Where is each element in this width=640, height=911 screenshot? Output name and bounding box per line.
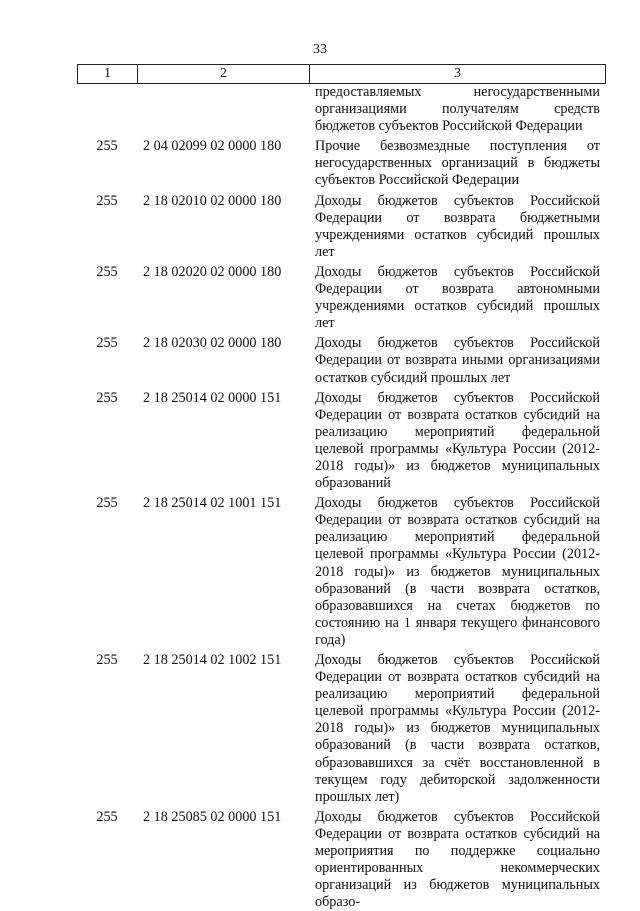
income-code: 2 18 25014 02 1001 151 (143, 495, 282, 512)
income-code: 2 18 25085 02 0000 151 (143, 808, 282, 825)
income-description: Доходы бюджетов субъектов Российской Федерации от возврата остатков субсидий на мероприятия по поддержке социально ориентированных некоммерческих организаций из бюджетов муниципальных образо- (315, 808, 600, 911)
income-description: Доходы бюджетов субъектов Российской Федерации от возврата остатков субсидий на реализацию мероприятий федеральной целевой программы «Культура России (2012-2018 годы)» из бюджетов муниципальных образований (315, 389, 600, 492)
income-description: Доходы бюджетов субъектов Российской Федерации от возврата остатков субсидий на реализацию мероприятий федеральной целевой программы «Культура России (2012-2018 годы)» из бюджетов муниципальных образований (в части возврата остатков, образовавшихся за счёт восстановленной в текущем году дебиторской задолженности прошлых лет) (315, 652, 600, 805)
income-description: Доходы бюджетов субъектов Российской Федерации от возврата остатков субсидий на реализацию мероприятий федеральной целевой программы «Культура России (2012-2018 годы)» из бюджетов муниципальных образований (в части возврата остатков, образовавшихся на счетах бюджетов по состоянию на 1 января текущего финансового года) (315, 495, 600, 648)
income-code: 2 18 25014 02 1002 151 (143, 652, 282, 668)
income-code: 2 18 25014 02 0000 151 (143, 389, 282, 406)
header-col-3: 3 (454, 66, 461, 81)
income-description: Доходы бюджетов субъектов Российской Федерации от возврата иными организациями остатков субсидий прошлых лет (315, 335, 600, 386)
table-row (77, 809, 606, 911)
table-row (77, 495, 606, 649)
admin-code: 255 (96, 138, 118, 155)
income-code: 2 18 02010 02 0000 180 (143, 192, 282, 209)
header-col-1: 1 (78, 65, 138, 83)
income-code (137, 84, 309, 135)
table-body (77, 84, 606, 911)
header-col-2: 2 (138, 65, 310, 83)
income-description: Доходы бюджетов субъектов Российской Федерации от возврата бюджетными учреждениями остатков субсидий прошлых лет (315, 192, 600, 260)
admin-code (77, 84, 137, 135)
admin-code: 255 (96, 389, 118, 406)
income-code: 2 18 02030 02 0000 180 (143, 335, 282, 352)
admin-code: 255 (96, 263, 118, 280)
income-description: предоставляемых негосударственными организациями получателям средств бюджетов субъектов Российской Федерации (315, 84, 600, 135)
admin-code: 255 (96, 495, 118, 512)
admin-code: 255 (96, 335, 118, 352)
table-row (77, 138, 606, 189)
table-row (77, 652, 606, 806)
income-description: Прочие безвозмездные поступления от негосударственных организаций в бюджеты субъектов Российской Федерации (315, 138, 600, 189)
income-code: 2 18 02020 02 0000 180 (143, 263, 282, 280)
admin-code: 255 (96, 652, 118, 668)
admin-code: 255 (96, 808, 118, 825)
table-row (77, 193, 606, 261)
page-number: 33 (313, 42, 327, 57)
admin-code: 255 (96, 192, 118, 209)
table-row (77, 264, 606, 332)
income-description: Доходы бюджетов субъектов Российской Федерации от возврата автономными учреждениями остатков субсидий прошлых лет (315, 263, 600, 332)
table-row (77, 390, 606, 493)
table-header (77, 64, 606, 84)
income-code: 2 04 02099 02 0000 180 (143, 138, 282, 155)
table-row (77, 335, 606, 386)
table-row (77, 84, 606, 135)
